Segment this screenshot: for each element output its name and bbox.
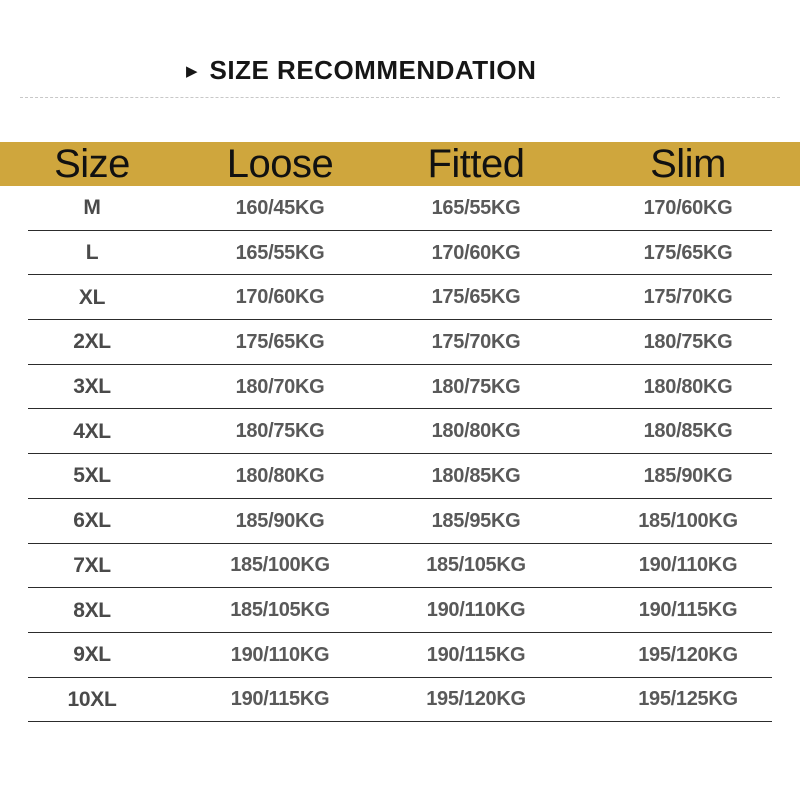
table-row: [0, 633, 800, 678]
fitted-cell: 185/105KG: [426, 554, 526, 577]
table-row: [0, 499, 800, 544]
dashed-divider: [20, 97, 780, 98]
fitted-cell: 165/55KG: [431, 196, 521, 219]
size-cell: L: [85, 241, 99, 265]
header-size: Size: [54, 142, 130, 186]
header-fitted: Fitted: [427, 142, 525, 186]
loose-cell: 160/45KG: [235, 196, 325, 219]
header-loose: Loose: [226, 142, 334, 186]
table-row: [0, 320, 800, 365]
loose-cell: 185/105KG: [230, 599, 330, 622]
fitted-cell: 195/120KG: [426, 688, 526, 711]
fitted-cell: 180/80KG: [431, 420, 521, 443]
loose-cell: 165/55KG: [235, 241, 325, 264]
row-divider: [28, 721, 772, 722]
fitted-cell: 190/110KG: [426, 599, 526, 622]
loose-cell: 185/100KG: [230, 554, 330, 577]
size-cell: XL: [78, 285, 106, 309]
section-title: SIZE RECOMMENDATION: [209, 54, 537, 85]
table-row: [0, 544, 800, 589]
size-table: [0, 142, 800, 722]
section-title-row: [0, 0, 800, 86]
size-cell: 2XL: [73, 330, 111, 354]
fitted-cell: 190/115KG: [426, 643, 526, 666]
fitted-cell: 175/70KG: [431, 330, 521, 353]
table-row: [0, 275, 800, 320]
slim-cell: 170/60KG: [643, 196, 733, 219]
table-header-row: [0, 142, 800, 186]
size-cell: 6XL: [73, 509, 111, 533]
fitted-cell: 175/65KG: [431, 286, 521, 309]
header-slim: Slim: [650, 142, 726, 186]
slim-cell: 180/75KG: [643, 330, 733, 353]
size-cell: 5XL: [73, 464, 111, 488]
table-row: [0, 365, 800, 410]
loose-cell: 180/70KG: [235, 375, 325, 398]
triangle-right-icon: ▶: [186, 62, 198, 80]
fitted-cell: 180/75KG: [431, 375, 521, 398]
size-cell: 8XL: [73, 598, 111, 622]
table-row: [0, 588, 800, 633]
slim-cell: 180/80KG: [643, 375, 733, 398]
slim-cell: 195/125KG: [638, 688, 738, 711]
fitted-cell: 180/85KG: [431, 464, 521, 487]
slim-cell: 175/65KG: [643, 241, 733, 264]
fitted-cell: 185/95KG: [431, 509, 521, 532]
table-row: [0, 678, 800, 723]
table-row: [0, 186, 800, 231]
size-cell: 9XL: [73, 643, 111, 667]
size-cell: 7XL: [73, 553, 111, 577]
size-cell: 10XL: [67, 687, 117, 711]
slim-cell: 185/90KG: [643, 464, 733, 487]
slim-cell: 180/85KG: [643, 420, 733, 443]
slim-cell: 195/120KG: [638, 643, 738, 666]
slim-cell: 175/70KG: [643, 286, 733, 309]
loose-cell: 180/75KG: [235, 420, 325, 443]
loose-cell: 175/65KG: [235, 330, 325, 353]
slim-cell: 190/110KG: [638, 554, 738, 577]
size-cell: 4XL: [73, 419, 111, 443]
table-row: [0, 409, 800, 454]
loose-cell: 180/80KG: [235, 464, 325, 487]
table-row: [0, 454, 800, 499]
slim-cell: 190/115KG: [638, 599, 738, 622]
loose-cell: 185/90KG: [235, 509, 325, 532]
fitted-cell: 170/60KG: [431, 241, 521, 264]
size-cell: 3XL: [73, 375, 111, 399]
loose-cell: 190/115KG: [230, 688, 330, 711]
slim-cell: 185/100KG: [638, 509, 738, 532]
loose-cell: 170/60KG: [235, 286, 325, 309]
table-row: [0, 231, 800, 276]
size-cell: M: [83, 196, 101, 220]
loose-cell: 190/110KG: [230, 643, 330, 666]
